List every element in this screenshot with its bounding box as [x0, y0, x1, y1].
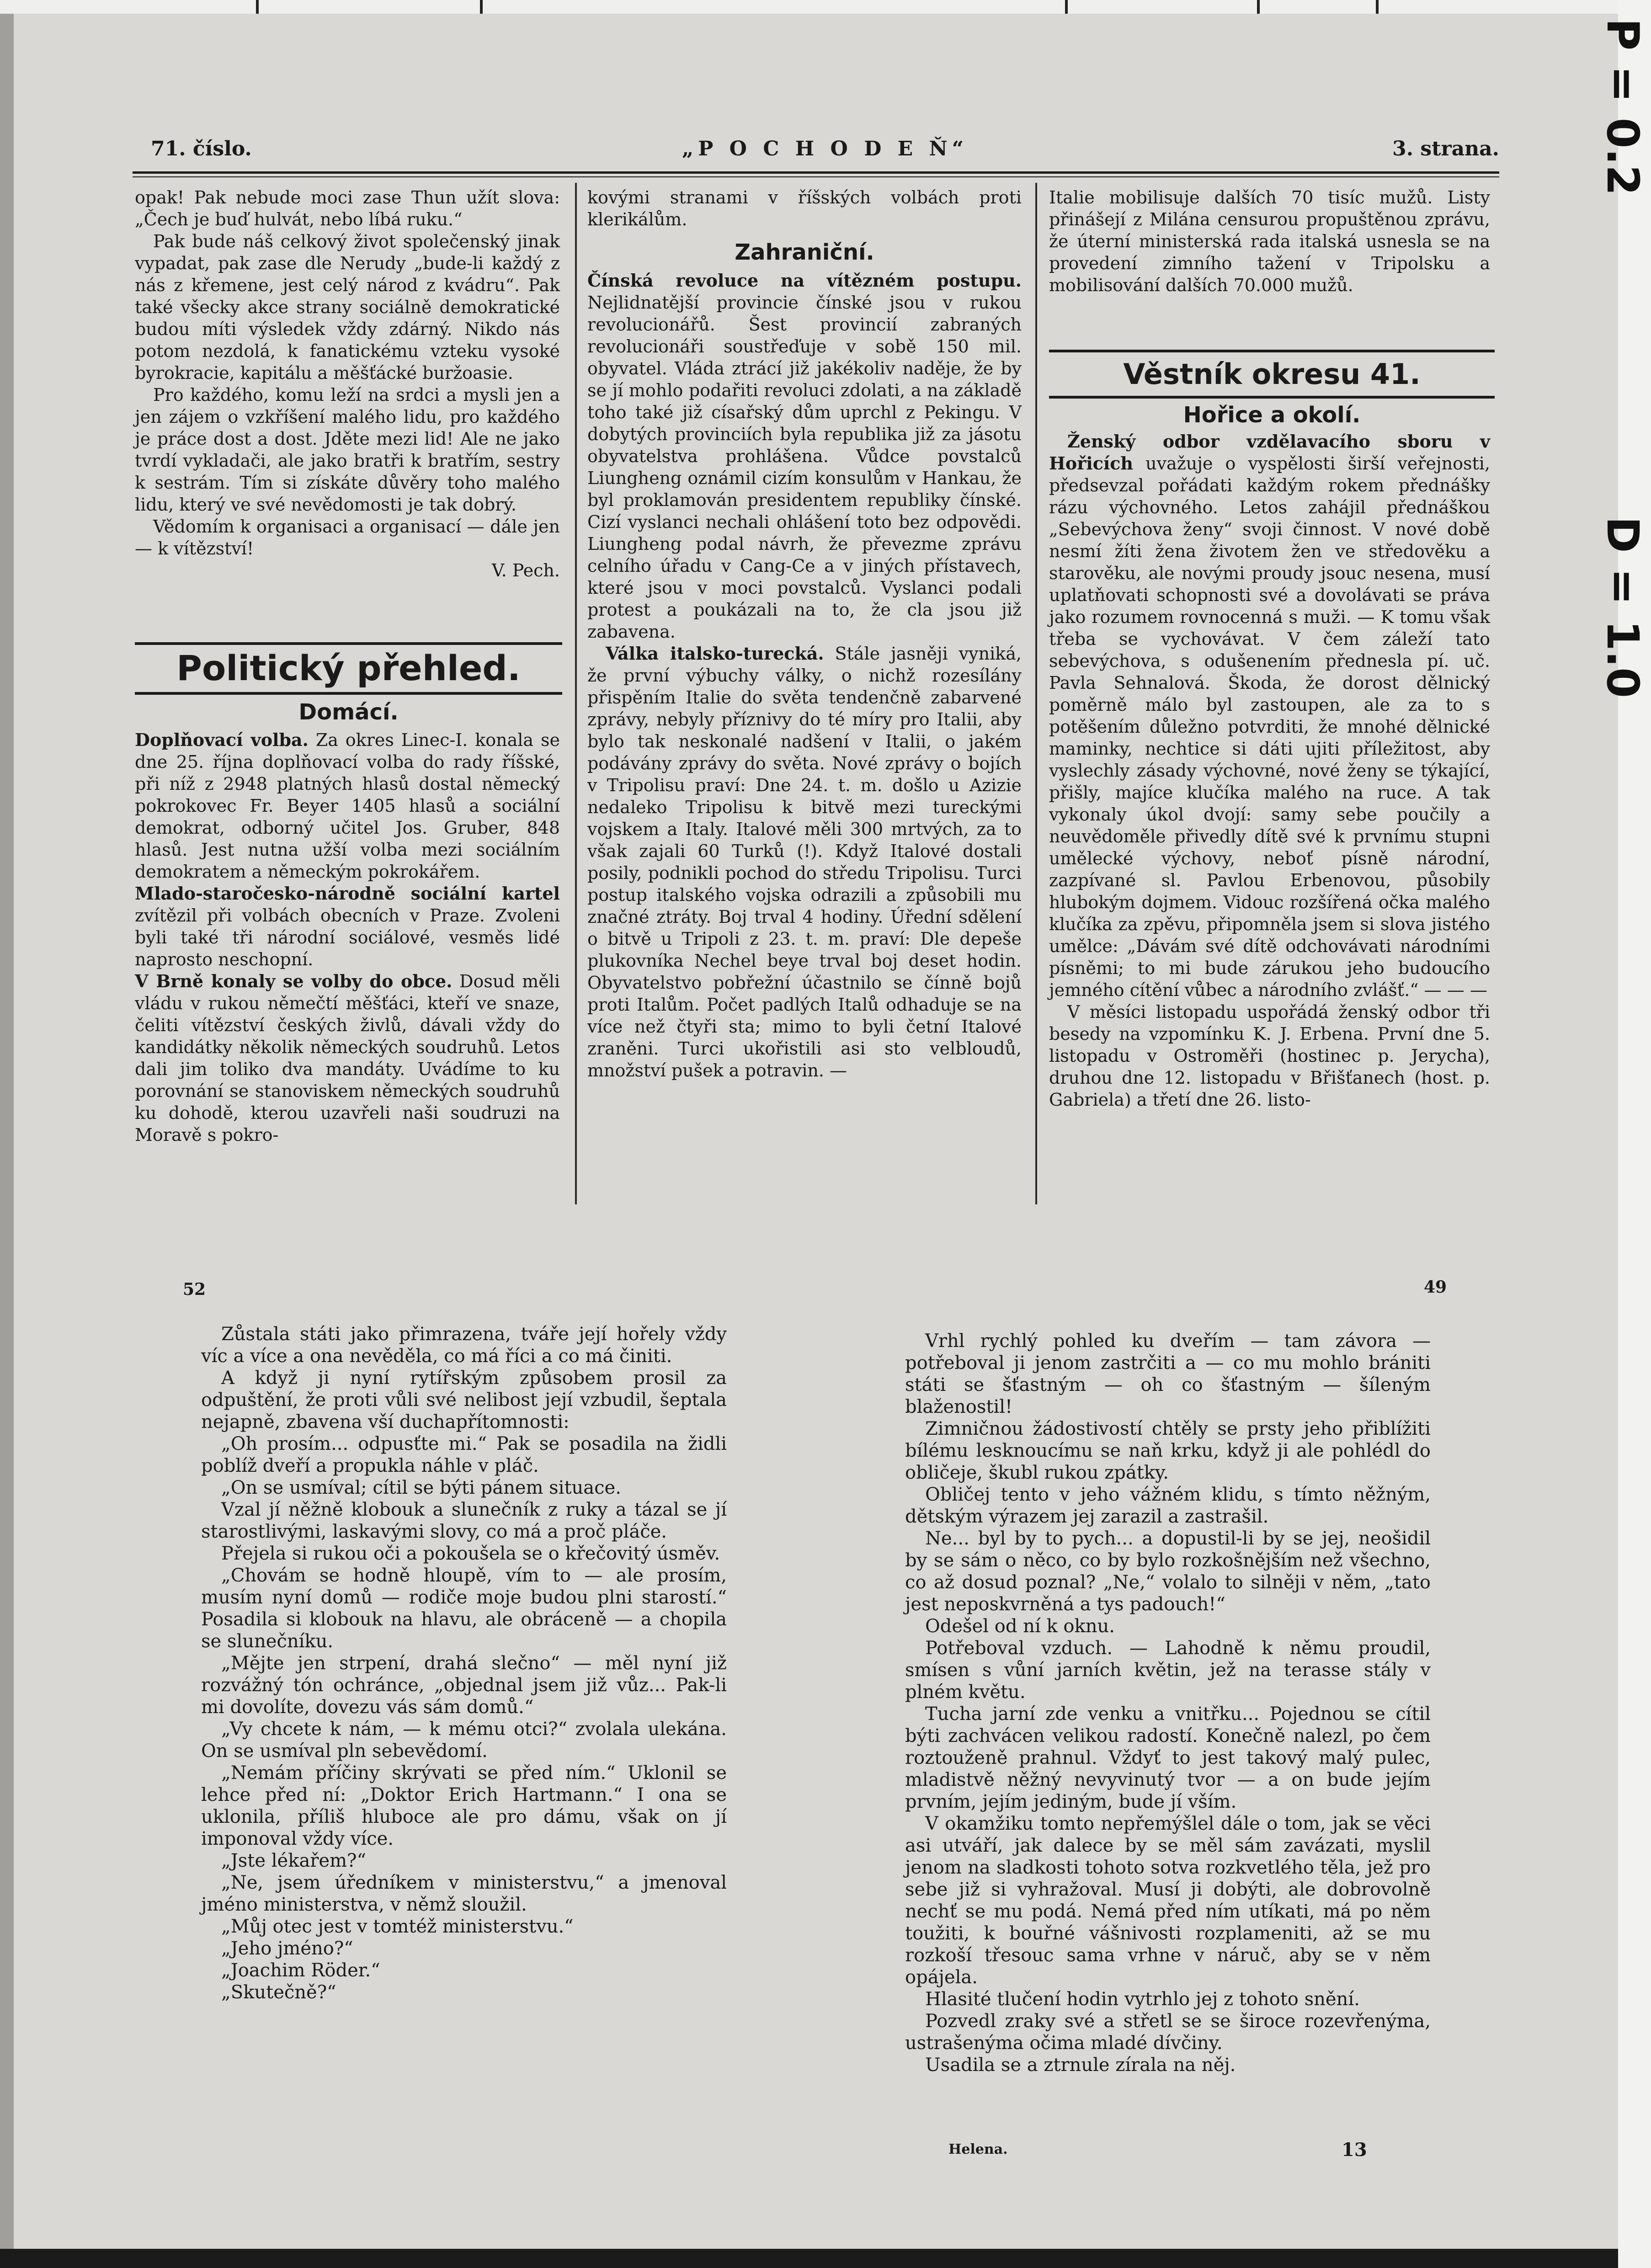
- section-rule: [1049, 396, 1495, 399]
- book-left-page-number: 52: [183, 1280, 206, 1299]
- scan-right-border: [1597, 0, 1651, 2268]
- paragraph: Ne... byl by to pych... a dopustil-li by se jej, neošidil by se sám o něco, co by bylo rozkošnějším než všechno, co až dosud poznal? „Ne,“ volalo to silněji v něm, „tato jest neposkvrněná a tys padouch!“: [905, 1528, 1431, 1615]
- paragraph: „Joachim Röder.“: [221, 1960, 380, 1981]
- news-item-text: Za okres Linec-I. konala se dne 25. října doplňovací volba do rady říšské, při níž z 2948 platných hlasů dostal německý pokrokovec Fr. Beyer 1405 hlasů a sociální demokrat, odborný učitel Jos. Gruber, 848 hlasů. Jest nutna užší volba mezi sociálním demokratem a německým pokrokářem.: [135, 730, 560, 882]
- paragraph: Pro každého, komu leží na srdci a mysli jen a jen zájem o vzkříšení malého lidu, pro každého je práce dost a dost. Jděte mezi lid! Ale ne jako tvrdí vykladači, ale jako bratři k bratřím, sestry k sestrám. Tím si získáte důvěry toho malého lidu, který ve své nevědomosti je tak dobrý.: [135, 385, 560, 515]
- book-footer-title: Helena.: [948, 2141, 1008, 2157]
- paragraph: „On se usmíval; cítil se býti pánem situace.: [221, 1477, 621, 1498]
- paragraph: kovými stranami v říšských volbách proti klerikálům.: [587, 187, 1022, 229]
- paragraph: Hlasité tlučení hodin vytrhlo jej z tohoto snění.: [925, 1989, 1360, 2010]
- paragraph: Vrhl rychlý pohled ku dveřím — tam závora — potřeboval ji jenom zastrčiti a — co mu mohlo brániti státi se šťastným — oh co šťastným — šíleným blaženostil!: [905, 1331, 1431, 1417]
- header-rule: [133, 171, 1499, 174]
- subsection-title: Domácí.: [298, 699, 399, 725]
- header-rule-thin: [133, 176, 1499, 177]
- column-divider: [575, 183, 577, 1204]
- news-item-text: zvítězil při volbách obecních v Praze. Zvoleni byli také tři národní sociálové, vesměs lidé naprosto neschopní.: [135, 905, 560, 969]
- scan-mark: [1376, 0, 1379, 14]
- scanned-page: [0, 14, 1618, 2249]
- book-right-column: [905, 1330, 1431, 2076]
- paragraph: Tucha jarní zde venku a vnitřku... Pojednou se cítil býti zachvácen velikou radostí. Konečně nalezl, po čem roztouženě prahnul. Vždyť to jest takový malý pulec, mladistvě něžný nevyvinutý tvor — a on bude jejím prvním, jejím jediným, bude jí vším.: [905, 1704, 1431, 1812]
- news-item-text: Stále jasněji vyniká, že první výbuchy války, o nichž rozesílány přispěním Italie do světa tendenčně zabarvené zprávy, nebyly příznivy do té míry pro Italii, aby bylo tak neskonalé nadšení v Italii, o jakém podávány zprávy do světa. Nové zprávy o bojích v Tripolisu praví: Dne 24. t. m. došlo u Azizie nedaleko Tripolisu k bitvě mezi tureckými vojskem a Italy. Italové měli 300 mrtvých, za to však zajali 60 Turků (!). Když Italové dostali posily, podnikli pochod do středu Tripolisu. Turci postup italského vojska odrazili a způsobili mu značné ztráty. Boj trval 4 hodiny. Úřední sdělení o bitvě u Tripoli z 23. t. m. praví: Dle depeše plukovníka Nechel beye trval boj deset hodin. Obyvatelstvo pobřežní účastnilo se čínně bojů proti Italům. Počet padlých Italů odhaduje se na více než čtyři sta; mimo to byli četní Italové zraněni. Turci ukořistili asi sto velbloudů, množství pušek a potravin. —: [587, 644, 1022, 1081]
- paragraph: „Oh prosím... odpusťte mi.“ Pak se posadila na židli poblíž dveří a propukla náhle v pláč.: [201, 1433, 727, 1476]
- paragraph: Vzal jí něžně klobouk a slunečník z ruky a tázal se jí starostlivými, laskavými slovy, co má a proč pláče.: [201, 1499, 727, 1542]
- news-item: [135, 729, 560, 883]
- news-item: [1049, 431, 1490, 1001]
- density-mark: P = 0.2: [1597, 18, 1648, 196]
- section-title: Zahraniční.: [735, 240, 874, 265]
- scan-top-border: [0, 0, 1651, 14]
- scan-mark: [480, 0, 483, 14]
- news-item-text: uvažuje o vyspělosti širší veřejnosti, předsevzal pořádati každým rokem přednášky rázu výchovného. Letos zahájil přednáškou „Sebevýchova ženy“ svoji činnost. V nové době nesmí žíti žena životem žen ve středověku a starověku, ale novými proudy jsouc nesena, musí uplatňovati schopnosti své a dovolávati se práva jako rozumem rovnocenná s muži. — K tomu však třeba se vychovávat. V čem záleží tato sebevýchova, s odušenením přednesla pí. uč. Pavla Sehnalová. Škoda, že dorost dělnický poměrně málo byl zastoupen, ale za to s potěšením důležno potvrditi, že mnohé dělnické maminky, nechtice si dáti ujiti příležitost, aby vyslechly zásady výchovné, nové ženy se týkající, přišly, majíce klučíka malého na ruce. A tak vykonaly úkol dvojí: samy sebe poučily a neuvědoměle přivedly dítě své k prvnímu stupni umělecké výchovy, neboť písně národní, zazpívané sl. Pavlou Erbenovou, působily hlubokým dojmem. Vidouc rozšířená očka malého klučíka za zpěvu, připomněla jsem si slova jistého umělce: „Dávám své dítě odchovávati národními písněmi; to mi bude zárukou jeho budoucího jemného cítění vůbec a národního zvlášť.“ — — —: [1049, 453, 1490, 1000]
- paragraph: „Ne, jsem úředníkem v ministerstvu,“ a jmenoval jméno ministerstva, v němž sloužil.: [201, 1872, 727, 1915]
- section-rule: [135, 692, 562, 695]
- signature: V. Pech.: [491, 560, 560, 580]
- news-item: [135, 883, 560, 970]
- news-item-text: Dosud měli vládu v rukou němečtí měšťáci, kteří ve snaze, čeliti vítězství českých živlů, dávali vždy do kandidátky několik německých soudruhů. Letos dali jim toliko dva mandáty. Uvádíme to ku porovnání se stanoviskem německých soudruhů ku dohodě, kterou uzavřeli naši soudruzi na Moravě s pokro-: [135, 971, 560, 1145]
- book-right-page-number: 49: [1424, 1278, 1447, 1297]
- news-item: [587, 643, 1022, 1081]
- news-item-lead: Doplňovací volba.: [135, 729, 309, 750]
- paragraph: V okamžiku tomto nepřemýšlel dále o tom, jak se věci asi utváří, jak dalece by se měl sám zavázati, myslil jenom na sladkosti tohoto sotva rozkvetlého těla, jež pro sebe již si vyhražoval. Musí ji dobýti, ale dobrovolně nechť se mu podá. Nemá před ním utíkati, má po něm toužiti, k bouřné vášnivosti rozplameniti, až se mu rozkoší třesouc sama vrhne v náruč, aby se v něm opájela.: [905, 1813, 1431, 1988]
- column-2: [587, 186, 1022, 1081]
- news-item: [135, 970, 560, 1146]
- paragraph: „Chovám se hodně hloupě, vím to — ale prosím, musím nyní domů — rodiče moje budou plni starostí.“ Posadila si klobouk na hlavu, ale obráceně — a chopila se slunečníku.: [201, 1565, 727, 1652]
- paragraph: opak! Pak nebude moci zase Thun užít slova: „Čech je buď hulvát, nebo líbá ruku.“: [135, 187, 560, 229]
- paragraph: „Mějte jen strpení, drahá slečno“ — měl nyní již rozvážný tón ochránce, „objednal jsem již vůz... Pak-li mi dovolíte, dovezu vás sám domů.“: [201, 1653, 727, 1718]
- news-item-lead: Čínská revoluce na vítězném postupu.: [587, 270, 1022, 291]
- page-label: 3. strana.: [1392, 137, 1499, 160]
- scan-mark: [1257, 0, 1260, 14]
- section-rule: [135, 642, 562, 645]
- paragraph: Přejela si rukou oči a pokoušela se o křečovitý úsměv.: [221, 1543, 720, 1564]
- paragraph: Odešel od ní k oknu.: [925, 1616, 1115, 1637]
- news-item-lead: Ženský odbor vzdělavacího sboru v Hořicích: [1049, 431, 1490, 474]
- news-item-lead: Mlado-staročesko-národně sociální kartel: [135, 883, 560, 904]
- column-3-lower: [1049, 431, 1490, 1111]
- issue-number: 71. číslo.: [151, 137, 252, 160]
- paragraph: „Vy chcete k nám, — k mému otci?“ zvolala ulekána. On se usmíval pln sebevědomí.: [201, 1719, 727, 1762]
- paragraph: Zůstala státi jako přimrazena, tváře její hořely vždy víc a více a ona nevěděla, co má říci a co má činiti.: [201, 1324, 727, 1367]
- paragraph: Obličej tento v jeho vážném klidu, s tímto něžným, dětským výrazem jej zarazil a zastrašil.: [905, 1484, 1431, 1527]
- scan-mark: [256, 0, 259, 14]
- paragraph: „Skutečně?“: [221, 1982, 336, 2003]
- news-item-lead: V Brně konaly se volby do obce.: [135, 971, 453, 991]
- paragraph: „Můj otec jest v tomtéž ministerstvu.“: [221, 1916, 574, 1937]
- news-item-text: Nejlidnatější provincie čínské jsou v rukou revolucionářů. Šest provincií zabraných revolucionáři soustřeďuje v sobě 150 mil. obyvatel. Vláda ztrácí již jakékoliv naděje, že by se jí mohlo podařiti revoluci zdolati, a na základě toho také již císařský dům uprchl z Pekingu. V dobytých provinciích byla republika již za jásotu obyvatelstva prohlášena. Vůdce povstalců Liungheng oznámil cizím konsulům v Hankau, že byl proklamován presidentem republiky čínské. Cizí vyslanci nechali ohlášení toto bez odpovědi. Liungheng podal návrh, že převezme zprávu celního úřadu v Cang-Ce a v jiných přístavech, které jsou v moci povstalců. Vyslanci podali protest a poukázali na to, že cla jsou již zabavena.: [587, 293, 1022, 642]
- scan-mark: [1065, 0, 1068, 14]
- section-title: Věstník okresu 41.: [1123, 357, 1421, 391]
- paragraph: Vědomím k organisaci a organisací — dále jen — k vítězství!: [135, 516, 560, 559]
- page-left-edge: [0, 14, 14, 2249]
- paragraph: Usadila se a ztrnule zírala na něj.: [925, 2055, 1236, 2076]
- column-1-lower: [135, 729, 560, 1146]
- column-3-upper: [1049, 186, 1490, 296]
- subsection-title: Hořice a okolí.: [1183, 402, 1361, 428]
- section-rule: [1049, 350, 1495, 352]
- paragraph: A když ji nyní rytířským způsobem prosil za odpuštění, že proti vůli své nelibost její vzbudil, šeptala nejapně, zbavena vší duchapřítomnosti:: [201, 1368, 727, 1432]
- news-item: [1049, 1001, 1490, 1111]
- paragraph: Italie mobilisuje dalších 70 tisíc mužů. Listy přinášejí z Milána censurou propuštěnou zprávu, že úterní ministerská rada italská usnesla se na provedení zimního tažení v Tripolsku a mobilisování dalších 70.000 mužů.: [1049, 187, 1490, 295]
- section-title: Politický přehled.: [176, 648, 521, 688]
- paragraph: „Jste lékařem?“: [221, 1850, 366, 1871]
- book-left-column: [201, 1323, 727, 2003]
- paragraph: Zimničnou žádostivostí chtěly se prsty jeho přiblížiti bílému lesknoucímu se naň krku, když ji ale pohlédl do obličeje, škubl rukou zpátky.: [905, 1418, 1431, 1483]
- newspaper-title: „P O C H O D E Ň“: [682, 137, 969, 160]
- column-1-upper: [135, 186, 560, 581]
- news-item: [587, 270, 1022, 643]
- paragraph: Pak bude náš celkový život společenský jinak vypadat, pak zase dle Nerudy „bude-li každý z nás z křemene, jest celý národ z kvádru“. Pak také všecky akce strany sociálně demokratické budou míti výsledek vždy zdárný. Nikdo nás potom nezdolá, k fanatickému vzteku vysoké byrokracie, kapitálu a měšťácké buržoasie.: [135, 231, 560, 383]
- book-footer-page: 13: [1342, 2139, 1367, 2161]
- paragraph: „Nemám příčiny skrývati se před ním.“ Uklonil se lehce před ní: „Doktor Erich Hartmann.“ I ona se uklonila, příliš hluboce ale pro dámu, však on jí imponoval vždy více.: [201, 1762, 727, 1849]
- paragraph: „Jeho jméno?“: [221, 1938, 353, 1959]
- paragraph: Pozvedl zraky své a střetl se se široce rozevřenýma, ustrašenýma očima mladé dívčiny.: [905, 2011, 1431, 2054]
- newspaper-header: [151, 137, 1499, 165]
- news-item-text: V měsíci listopadu uspořádá ženský odbor tři besedy na vzpomínku K. J. Erbena. První dne 5. listopadu v Ostroměři (hostinec p. Jerycha), druhou dne 12. listopadu v Břišťanech (host. p. Gabriela) a třetí dne 26. listo-: [1049, 1002, 1490, 1110]
- news-item-lead: Válka italsko-turecká.: [606, 643, 824, 664]
- density-mark: D = 1.0: [1597, 516, 1648, 698]
- paragraph: Potřeboval vzduch. — Lahodně k němu proudil, smísen s vůní jarních květin, jež na terasse stály v plném květu.: [905, 1638, 1431, 1703]
- column-divider: [1035, 183, 1037, 1204]
